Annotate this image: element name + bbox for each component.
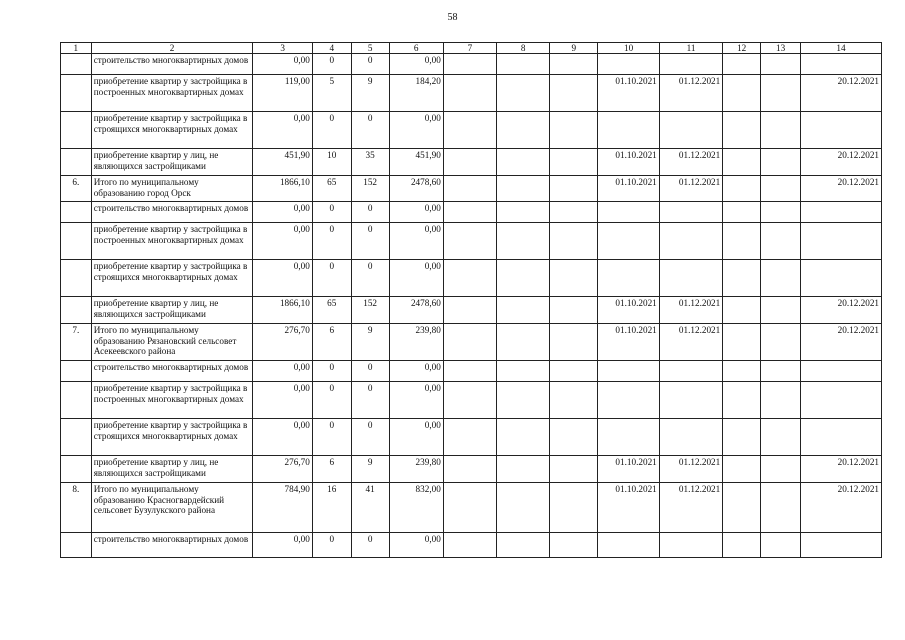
date-col10 bbox=[598, 260, 659, 297]
table-row bbox=[61, 382, 882, 419]
empty-cell bbox=[443, 75, 496, 112]
empty-cell bbox=[723, 483, 761, 533]
amount-col6: 0,00 bbox=[389, 361, 443, 382]
date-col14 bbox=[801, 533, 882, 558]
empty-cell bbox=[497, 419, 550, 456]
empty-cell bbox=[443, 533, 496, 558]
column-header: 3 bbox=[253, 43, 312, 54]
count-col5: 0 bbox=[351, 54, 389, 75]
amount-col6: 0,00 bbox=[389, 112, 443, 149]
empty-cell bbox=[761, 260, 801, 297]
empty-cell bbox=[443, 419, 496, 456]
empty-cell bbox=[497, 324, 550, 361]
table-row bbox=[61, 54, 882, 75]
empty-cell bbox=[497, 533, 550, 558]
empty-cell bbox=[550, 456, 598, 483]
count-col4: 16 bbox=[312, 483, 351, 533]
empty-cell bbox=[443, 483, 496, 533]
date-col10 bbox=[598, 223, 659, 260]
count-col5: 9 bbox=[351, 324, 389, 361]
empty-cell bbox=[497, 75, 550, 112]
empty-cell bbox=[443, 297, 496, 324]
empty-cell bbox=[761, 149, 801, 176]
row-description: приобретение квартир у лиц, не являющихся застройщиками bbox=[91, 149, 253, 176]
empty-cell bbox=[443, 223, 496, 260]
empty-cell bbox=[761, 297, 801, 324]
date-col11 bbox=[659, 533, 722, 558]
empty-cell bbox=[497, 54, 550, 75]
empty-cell bbox=[761, 419, 801, 456]
date-col10 bbox=[598, 419, 659, 456]
amount-col6: 0,00 bbox=[389, 419, 443, 456]
count-col5: 0 bbox=[351, 533, 389, 558]
row-number bbox=[61, 54, 92, 75]
count-col4: 0 bbox=[312, 223, 351, 260]
amount-col3: 1866,10 bbox=[253, 176, 312, 202]
column-header: 9 bbox=[550, 43, 598, 54]
amount-col6: 2478,60 bbox=[389, 176, 443, 202]
empty-cell bbox=[761, 382, 801, 419]
date-col10: 01.10.2021 bbox=[598, 456, 659, 483]
row-number bbox=[61, 202, 92, 223]
date-col11: 01.12.2021 bbox=[659, 297, 722, 324]
amount-col6: 0,00 bbox=[389, 533, 443, 558]
count-col5: 41 bbox=[351, 483, 389, 533]
empty-cell bbox=[550, 361, 598, 382]
empty-cell bbox=[550, 533, 598, 558]
count-col4: 0 bbox=[312, 419, 351, 456]
empty-cell bbox=[761, 223, 801, 260]
date-col14: 20.12.2021 bbox=[801, 149, 882, 176]
count-col4: 0 bbox=[312, 260, 351, 297]
date-col11 bbox=[659, 202, 722, 223]
date-col11 bbox=[659, 223, 722, 260]
empty-cell bbox=[443, 324, 496, 361]
empty-cell bbox=[723, 54, 761, 75]
empty-cell bbox=[723, 176, 761, 202]
empty-cell bbox=[761, 456, 801, 483]
amount-col3: 0,00 bbox=[253, 361, 312, 382]
count-col5: 152 bbox=[351, 297, 389, 324]
count-col4: 0 bbox=[312, 112, 351, 149]
empty-cell bbox=[497, 112, 550, 149]
table-body bbox=[61, 54, 882, 558]
row-number bbox=[61, 361, 92, 382]
date-col14 bbox=[801, 112, 882, 149]
empty-cell bbox=[497, 297, 550, 324]
amount-col3: 0,00 bbox=[253, 202, 312, 223]
empty-cell bbox=[550, 112, 598, 149]
empty-cell bbox=[497, 361, 550, 382]
date-col11 bbox=[659, 419, 722, 456]
count-col5: 0 bbox=[351, 382, 389, 419]
empty-cell bbox=[497, 260, 550, 297]
count-col5: 0 bbox=[351, 260, 389, 297]
table-row bbox=[61, 260, 882, 297]
amount-col3: 0,00 bbox=[253, 260, 312, 297]
empty-cell bbox=[443, 382, 496, 419]
empty-cell bbox=[723, 324, 761, 361]
empty-cell bbox=[723, 223, 761, 260]
count-col5: 0 bbox=[351, 112, 389, 149]
data-table bbox=[60, 42, 882, 558]
empty-cell bbox=[761, 75, 801, 112]
table-row bbox=[61, 456, 882, 483]
date-col11: 01.12.2021 bbox=[659, 483, 722, 533]
table-row bbox=[61, 324, 882, 361]
empty-cell bbox=[761, 361, 801, 382]
date-col11 bbox=[659, 361, 722, 382]
empty-cell bbox=[723, 75, 761, 112]
date-col11: 01.12.2021 bbox=[659, 75, 722, 112]
empty-cell bbox=[497, 483, 550, 533]
empty-cell bbox=[723, 260, 761, 297]
empty-cell bbox=[761, 202, 801, 223]
date-col11: 01.12.2021 bbox=[659, 456, 722, 483]
date-col11: 01.12.2021 bbox=[659, 149, 722, 176]
column-header: 2 bbox=[91, 43, 253, 54]
amount-col3: 1866,10 bbox=[253, 297, 312, 324]
count-col5: 0 bbox=[351, 419, 389, 456]
count-col5: 0 bbox=[351, 223, 389, 260]
table-row bbox=[61, 75, 882, 112]
count-col5: 9 bbox=[351, 456, 389, 483]
table-row bbox=[61, 149, 882, 176]
date-col14: 20.12.2021 bbox=[801, 483, 882, 533]
amount-col3: 784,90 bbox=[253, 483, 312, 533]
count-col4: 0 bbox=[312, 533, 351, 558]
date-col14: 20.12.2021 bbox=[801, 176, 882, 202]
empty-cell bbox=[497, 202, 550, 223]
empty-cell bbox=[550, 202, 598, 223]
row-description: Итого по муниципальному образованию Красногвардейский сельсовет Бузулукского района bbox=[91, 483, 253, 533]
amount-col3: 119,00 bbox=[253, 75, 312, 112]
column-header: 10 bbox=[598, 43, 659, 54]
column-header: 13 bbox=[761, 43, 801, 54]
date-col14 bbox=[801, 223, 882, 260]
date-col10: 01.10.2021 bbox=[598, 297, 659, 324]
amount-col6: 832,00 bbox=[389, 483, 443, 533]
row-number: 6. bbox=[61, 176, 92, 202]
count-col4: 0 bbox=[312, 54, 351, 75]
amount-col3: 276,70 bbox=[253, 456, 312, 483]
empty-cell bbox=[550, 260, 598, 297]
amount-col6: 239,80 bbox=[389, 456, 443, 483]
empty-cell bbox=[550, 54, 598, 75]
count-col4: 65 bbox=[312, 176, 351, 202]
amount-col3: 276,70 bbox=[253, 324, 312, 361]
column-header: 6 bbox=[389, 43, 443, 54]
date-col14: 20.12.2021 bbox=[801, 324, 882, 361]
empty-cell bbox=[443, 260, 496, 297]
empty-cell bbox=[497, 176, 550, 202]
empty-cell bbox=[550, 419, 598, 456]
count-col5: 152 bbox=[351, 176, 389, 202]
row-description: приобретение квартир у застройщика в строящихся многоквартирных домах bbox=[91, 260, 253, 297]
date-col14 bbox=[801, 54, 882, 75]
row-number bbox=[61, 260, 92, 297]
amount-col3: 0,00 bbox=[253, 419, 312, 456]
amount-col6: 0,00 bbox=[389, 260, 443, 297]
amount-col6: 239,80 bbox=[389, 324, 443, 361]
empty-cell bbox=[550, 324, 598, 361]
row-number: 7. bbox=[61, 324, 92, 361]
date-col14 bbox=[801, 419, 882, 456]
row-description: приобретение квартир у лиц, не являющихся застройщиками bbox=[91, 456, 253, 483]
date-col11: 01.12.2021 bbox=[659, 324, 722, 361]
empty-cell bbox=[723, 202, 761, 223]
empty-cell bbox=[761, 533, 801, 558]
empty-cell bbox=[761, 54, 801, 75]
row-description: строительство многоквартирных домов bbox=[91, 202, 253, 223]
row-description: приобретение квартир у застройщика в построенных многоквартирных домах bbox=[91, 382, 253, 419]
date-col10: 01.10.2021 bbox=[598, 176, 659, 202]
row-number: 8. bbox=[61, 483, 92, 533]
date-col14 bbox=[801, 361, 882, 382]
amount-col6: 0,00 bbox=[389, 382, 443, 419]
date-col11 bbox=[659, 54, 722, 75]
row-number bbox=[61, 297, 92, 324]
table-row bbox=[61, 297, 882, 324]
column-header: 8 bbox=[497, 43, 550, 54]
date-col10: 01.10.2021 bbox=[598, 75, 659, 112]
amount-col6: 0,00 bbox=[389, 202, 443, 223]
amount-col3: 0,00 bbox=[253, 382, 312, 419]
amount-col6: 0,00 bbox=[389, 223, 443, 260]
date-col10 bbox=[598, 533, 659, 558]
date-col14: 20.12.2021 bbox=[801, 297, 882, 324]
table-row bbox=[61, 176, 882, 202]
count-col4: 0 bbox=[312, 382, 351, 419]
count-col5: 0 bbox=[351, 202, 389, 223]
empty-cell bbox=[723, 382, 761, 419]
column-header: 7 bbox=[443, 43, 496, 54]
row-number bbox=[61, 223, 92, 260]
empty-cell bbox=[723, 112, 761, 149]
empty-cell bbox=[761, 483, 801, 533]
empty-cell bbox=[497, 149, 550, 176]
date-col14 bbox=[801, 382, 882, 419]
table-row bbox=[61, 112, 882, 149]
row-number bbox=[61, 382, 92, 419]
empty-cell bbox=[550, 223, 598, 260]
table-row bbox=[61, 202, 882, 223]
column-header: 11 bbox=[659, 43, 722, 54]
empty-cell bbox=[723, 149, 761, 176]
count-col5: 0 bbox=[351, 361, 389, 382]
date-col10: 01.10.2021 bbox=[598, 483, 659, 533]
empty-cell bbox=[443, 112, 496, 149]
row-number bbox=[61, 419, 92, 456]
date-col11 bbox=[659, 112, 722, 149]
amount-col6: 2478,60 bbox=[389, 297, 443, 324]
count-col4: 6 bbox=[312, 456, 351, 483]
date-col10 bbox=[598, 382, 659, 419]
row-number bbox=[61, 533, 92, 558]
count-col5: 9 bbox=[351, 75, 389, 112]
date-col10: 01.10.2021 bbox=[598, 324, 659, 361]
date-col14 bbox=[801, 260, 882, 297]
column-header: 4 bbox=[312, 43, 351, 54]
row-description: строительство многоквартирных домов bbox=[91, 361, 253, 382]
row-description: Итого по муниципальному образованию Рязановский сельсовет Асекеевского района bbox=[91, 324, 253, 361]
amount-col6: 0,00 bbox=[389, 54, 443, 75]
empty-cell bbox=[761, 112, 801, 149]
amount-col3: 0,00 bbox=[253, 112, 312, 149]
empty-cell bbox=[497, 382, 550, 419]
count-col4: 5 bbox=[312, 75, 351, 112]
row-description: приобретение квартир у лиц, не являющихся застройщиками bbox=[91, 297, 253, 324]
date-col10 bbox=[598, 54, 659, 75]
empty-cell bbox=[550, 75, 598, 112]
count-col4: 6 bbox=[312, 324, 351, 361]
empty-cell bbox=[443, 361, 496, 382]
empty-cell bbox=[497, 223, 550, 260]
empty-cell bbox=[443, 149, 496, 176]
row-description: приобретение квартир у застройщика в построенных многоквартирных домах bbox=[91, 223, 253, 260]
empty-cell bbox=[550, 297, 598, 324]
empty-cell bbox=[723, 456, 761, 483]
date-col10 bbox=[598, 361, 659, 382]
empty-cell bbox=[550, 176, 598, 202]
row-number bbox=[61, 112, 92, 149]
empty-cell bbox=[723, 361, 761, 382]
table-row bbox=[61, 483, 882, 533]
date-col11 bbox=[659, 260, 722, 297]
row-number bbox=[61, 149, 92, 176]
empty-cell bbox=[723, 419, 761, 456]
amount-col6: 451,90 bbox=[389, 149, 443, 176]
column-header: 12 bbox=[723, 43, 761, 54]
row-number bbox=[61, 456, 92, 483]
empty-cell bbox=[443, 456, 496, 483]
count-col4: 10 bbox=[312, 149, 351, 176]
empty-cell bbox=[497, 456, 550, 483]
empty-cell bbox=[443, 202, 496, 223]
row-description: строительство многоквартирных домов bbox=[91, 54, 253, 75]
amount-col3: 0,00 bbox=[253, 533, 312, 558]
empty-cell bbox=[550, 382, 598, 419]
date-col14: 20.12.2021 bbox=[801, 456, 882, 483]
date-col11 bbox=[659, 382, 722, 419]
empty-cell bbox=[723, 533, 761, 558]
column-header: 5 bbox=[351, 43, 389, 54]
empty-cell bbox=[723, 297, 761, 324]
empty-cell bbox=[761, 324, 801, 361]
count-col4: 65 bbox=[312, 297, 351, 324]
row-description: строительство многоквартирных домов bbox=[91, 533, 253, 558]
table-row bbox=[61, 223, 882, 260]
date-col14 bbox=[801, 202, 882, 223]
table-row bbox=[61, 533, 882, 558]
amount-col3: 451,90 bbox=[253, 149, 312, 176]
date-col10 bbox=[598, 112, 659, 149]
empty-cell bbox=[550, 149, 598, 176]
empty-cell bbox=[443, 54, 496, 75]
table-row bbox=[61, 361, 882, 382]
count-col4: 0 bbox=[312, 202, 351, 223]
column-header: 1 bbox=[61, 43, 92, 54]
page-number: 58 bbox=[447, 12, 458, 23]
date-col11: 01.12.2021 bbox=[659, 176, 722, 202]
count-col5: 35 bbox=[351, 149, 389, 176]
date-col10: 01.10.2021 bbox=[598, 149, 659, 176]
date-col14: 20.12.2021 bbox=[801, 75, 882, 112]
amount-col3: 0,00 bbox=[253, 223, 312, 260]
empty-cell bbox=[550, 483, 598, 533]
empty-cell bbox=[761, 176, 801, 202]
header-row bbox=[61, 43, 882, 54]
row-description: приобретение квартир у застройщика в строящихся многоквартирных домах bbox=[91, 112, 253, 149]
table-row bbox=[61, 419, 882, 456]
row-description: приобретение квартир у застройщика в строящихся многоквартирных домах bbox=[91, 419, 253, 456]
amount-col6: 184,20 bbox=[389, 75, 443, 112]
row-description: приобретение квартир у застройщика в построенных многоквартирных домах bbox=[91, 75, 253, 112]
empty-cell bbox=[443, 176, 496, 202]
amount-col3: 0,00 bbox=[253, 54, 312, 75]
row-number bbox=[61, 75, 92, 112]
date-col10 bbox=[598, 202, 659, 223]
column-header: 14 bbox=[801, 43, 882, 54]
row-description: Итого по муниципальному образованию город Орск bbox=[91, 176, 253, 202]
count-col4: 0 bbox=[312, 361, 351, 382]
